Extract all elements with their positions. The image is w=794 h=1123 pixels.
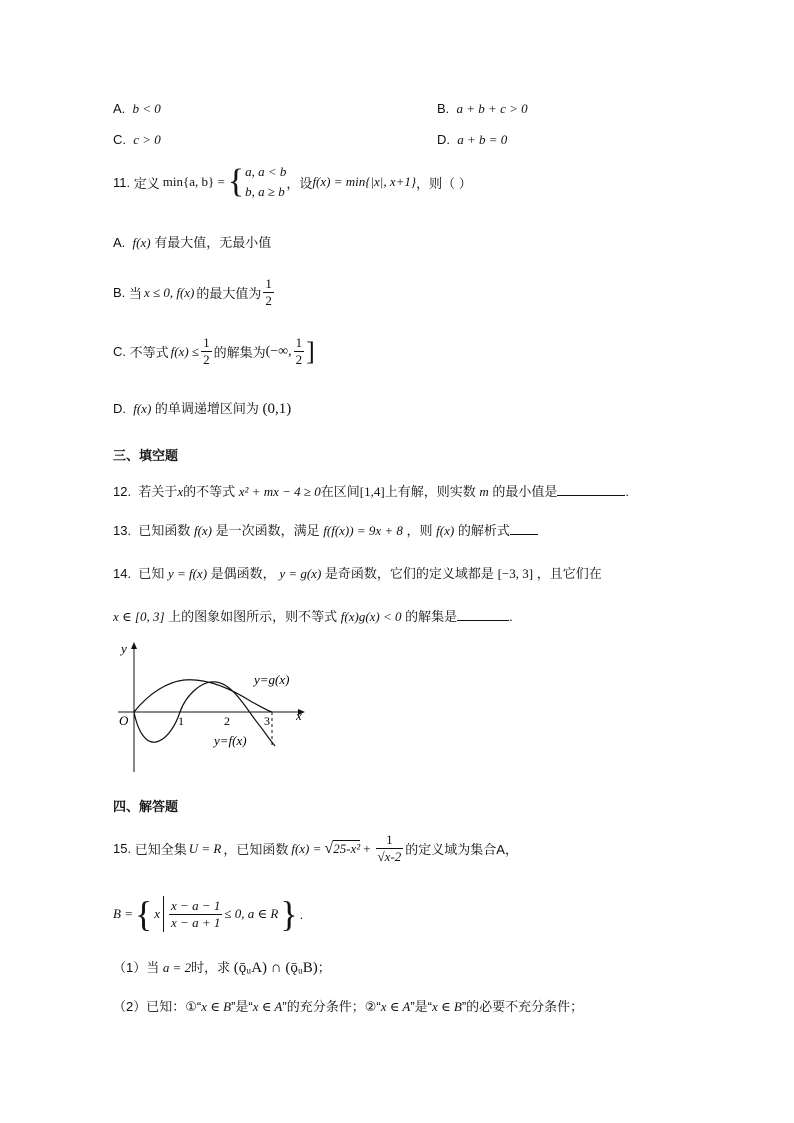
f-curve-label: y=f(x) xyxy=(214,733,247,748)
q14-line1: 14. 已知 y = f(x) 是偶函数， y = g(x) 是奇函数，它们的定义域都是 [−3, 3] ，且它们在 xyxy=(113,566,602,581)
set-divider xyxy=(163,896,164,932)
tick-label-2: 2 xyxy=(224,714,230,728)
q10-option-d-expr: a + b = 0 xyxy=(457,132,508,147)
q11-fdef: f(x) = min{|x|, x+1} xyxy=(312,174,417,189)
origin-label: O xyxy=(119,713,129,728)
q15-line1: 15. 已知全集 U = R ，已知函数 f(x) = √ 25-x² + $\frac{1}{√x-2}$ 的定义域为集合A， xyxy=(113,832,518,864)
q11-option-c-interval-fraction: $\frac{1}{2}$ xyxy=(295,335,303,367)
q15-set-b: B = { x $\frac{x - a - 1}{x - a + 1}$ ≤ 0, a ∈ R } . xyxy=(113,894,304,934)
q12: 12. 若关于x的不等式 x² + mx − 4 ≥ 0在区间[1,4]上有解，则实数 m 的最小值是 . xyxy=(113,484,629,499)
q10-option-a-expr: b < 0 xyxy=(132,101,161,116)
q11-option-b-fraction: $\frac{1}{2}$ xyxy=(265,276,272,308)
sqrt-icon: √ xyxy=(324,839,334,857)
q11-brace: { xyxy=(227,163,245,200)
q10-option-a: A. b < 0 xyxy=(113,101,161,116)
q11-min-head: min{a, b} = xyxy=(162,174,225,189)
q13-answer-blank[interactable] xyxy=(510,534,538,535)
q11-option-d: D. f(x) 的单调递增区间为 (0,1) xyxy=(113,401,292,417)
q11-stem: 11. 定义 min{a, b} = { a, a < b b, a ≥ b ，设 f(x) = min{|x|, x+1} ，则（ ） xyxy=(113,163,472,200)
q15-part2: （2）已知：①“x ∈ B”是“x ∈ A”的充分条件；②“x ∈ A”是“x ∈ B”的必要不充分条件； xyxy=(113,999,584,1014)
x-axis-label: x xyxy=(296,708,302,723)
q15-part1: （1）当 a = 2时，求 (ǭᵤA) ∩ (ǭᵤB)； xyxy=(113,960,331,976)
tick-label-1: 1 xyxy=(178,714,184,728)
tick-label-3: 3 xyxy=(264,714,270,728)
section-3-title: 三、填空题 xyxy=(113,448,179,463)
function-graph xyxy=(110,640,310,775)
q11-option-c-fraction: $\frac{1}{2}$ xyxy=(203,335,210,367)
sqrt-icon: √ xyxy=(377,849,385,864)
q11-option-b: B. 当 x ≤ 0, f(x) 的最大值为 $\frac{1}{2}$ xyxy=(113,276,272,308)
q14-answer-blank[interactable] xyxy=(457,620,509,621)
left-brace-icon: { xyxy=(134,894,153,934)
q11-option-a: A. f(x) 有最大值，无最小值 xyxy=(113,235,272,250)
y-axis-arrow-icon xyxy=(131,642,137,649)
q15-fraction: $\frac{1}{√x-2}$ xyxy=(377,832,402,864)
right-brace-icon: } xyxy=(280,894,298,934)
g-curve-label: y=g(x) xyxy=(254,672,290,687)
q12-answer-blank[interactable] xyxy=(557,495,625,496)
q11-number: 11. xyxy=(113,174,131,190)
q15-b-fraction: $\frac{x - a - 1}{x - a + 1}$ xyxy=(171,897,221,930)
q13: 13. 已知函数 f(x) 是一次函数，满足 f(f(x)) = 9x + 8 ，则 f(x) 的解析式 xyxy=(113,520,538,539)
section-4-title: 四、解答题 xyxy=(113,799,179,814)
q10-option-b-expr: a + b + c > 0 xyxy=(456,101,528,116)
q11-option-c: C. 不等式 f(x) ≤ $\frac{1}{2}$ 的解集为 (−∞, $\frac{1}{2}$ ] xyxy=(113,335,315,367)
y-axis-label: y xyxy=(121,641,127,656)
q14-line2: x ∈ [0, 3] 上的图象如图所示，则不等式 f(x)g(x) < 0 的解集是 . xyxy=(113,609,513,624)
q10-option-c: C. c > 0 xyxy=(113,132,161,147)
q10-option-b: B. a + b + c > 0 xyxy=(437,101,528,116)
q11-cases: a, a < b b, a ≥ b xyxy=(245,164,287,199)
q10-option-d: D. a + b = 0 xyxy=(437,132,508,147)
q10-option-c-expr: c > 0 xyxy=(133,132,161,147)
